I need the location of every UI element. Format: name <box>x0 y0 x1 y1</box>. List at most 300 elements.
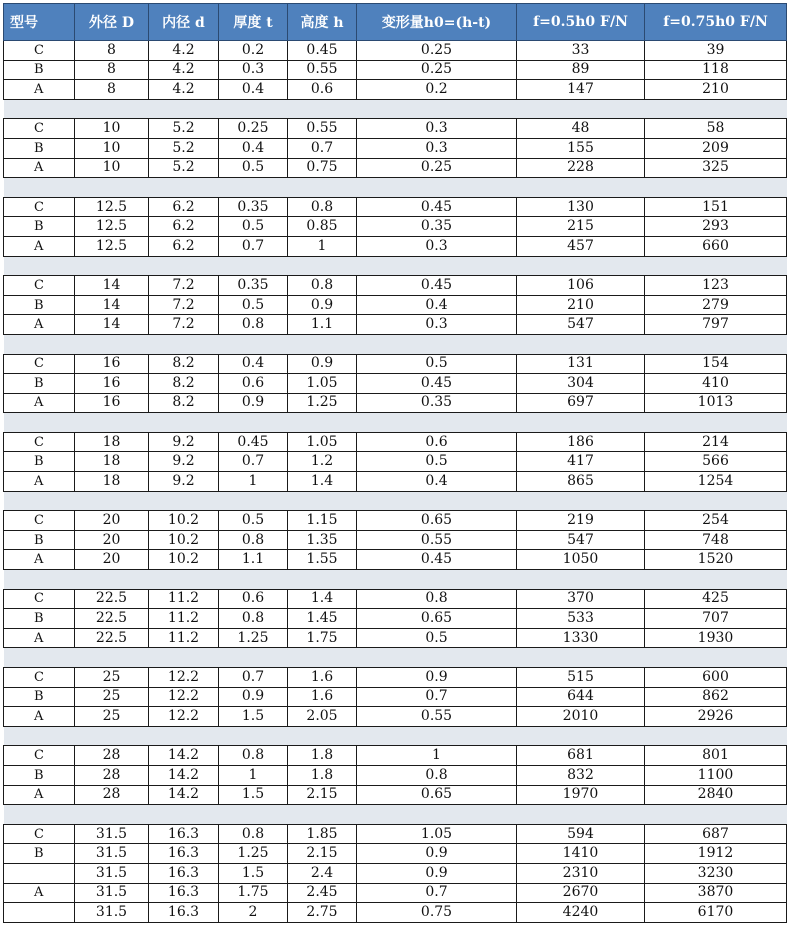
cell-thickness: 1.1 <box>219 550 288 570</box>
cell-deformation: 0.9 <box>357 668 517 688</box>
cell-thickness: 0.5 <box>219 511 288 531</box>
cell-outer-diameter: 25 <box>75 687 149 707</box>
cell-height: 0.55 <box>288 60 357 80</box>
table-row <box>4 863 787 883</box>
cell-outer-diameter: 28 <box>75 746 149 766</box>
cell-force-three-quarter: 154 <box>645 354 787 374</box>
table-row <box>4 217 787 237</box>
cell-outer-diameter: 25 <box>75 707 149 727</box>
cell-deformation: 0.3 <box>357 119 517 139</box>
table-row <box>4 374 787 394</box>
cell-height: 2.15 <box>288 844 357 864</box>
cell-force-half: 33 <box>517 41 645 61</box>
cell-force-three-quarter: 566 <box>645 452 787 472</box>
cell-outer-diameter: 20 <box>75 511 149 531</box>
cell-inner-diameter: 9.2 <box>149 432 219 452</box>
cell-force-three-quarter: 3230 <box>645 863 787 883</box>
cell-outer-diameter: 12.5 <box>75 236 149 256</box>
cell-force-three-quarter: 279 <box>645 295 787 315</box>
cell-thickness: 0.4 <box>219 80 288 100</box>
cell-model: C <box>4 119 75 139</box>
cell-height: 0.8 <box>288 197 357 217</box>
cell-thickness: 0.6 <box>219 374 288 394</box>
cell-force-three-quarter: 3870 <box>645 883 787 903</box>
cell-model: B <box>4 217 75 237</box>
cell-force-half: 865 <box>517 472 645 492</box>
cell-force-three-quarter: 797 <box>645 315 787 335</box>
cell-deformation: 0.3 <box>357 236 517 256</box>
cell-force-half: 547 <box>517 530 645 550</box>
col-header-deformation: 变形量h0=(h-t) <box>357 4 517 41</box>
cell-thickness: 0.8 <box>219 746 288 766</box>
table-row <box>4 589 787 609</box>
cell-model: B <box>4 844 75 864</box>
cell-model: C <box>4 824 75 844</box>
table-row <box>4 530 787 550</box>
cell-force-half: 228 <box>517 158 645 178</box>
cell-model: C <box>4 511 75 531</box>
cell-force-three-quarter: 123 <box>645 276 787 296</box>
cell-thickness: 1.5 <box>219 785 288 805</box>
cell-outer-diameter: 31.5 <box>75 883 149 903</box>
table-row <box>4 511 787 531</box>
cell-inner-diameter: 11.2 <box>149 609 219 629</box>
cell-outer-diameter: 10 <box>75 119 149 139</box>
cell-height: 1.15 <box>288 511 357 531</box>
cell-model: B <box>4 60 75 80</box>
table-row <box>4 197 787 217</box>
cell-thickness: 0.7 <box>219 452 288 472</box>
cell-force-half: 832 <box>517 765 645 785</box>
cell-force-half: 4240 <box>517 903 645 923</box>
group-separator-row <box>4 726 787 746</box>
cell-thickness: 0.45 <box>219 432 288 452</box>
cell-inner-diameter: 5.2 <box>149 158 219 178</box>
cell-deformation: 1 <box>357 746 517 766</box>
cell-height: 1.45 <box>288 609 357 629</box>
cell-height: 0.7 <box>288 138 357 158</box>
cell-thickness: 0.6 <box>219 589 288 609</box>
table-row <box>4 707 787 727</box>
cell-outer-diameter: 8 <box>75 41 149 61</box>
cell-thickness: 1.25 <box>219 844 288 864</box>
table-row <box>4 138 787 158</box>
cell-thickness: 0.7 <box>219 236 288 256</box>
cell-thickness: 0.5 <box>219 217 288 237</box>
separator-cell <box>4 99 787 119</box>
cell-inner-diameter: 8.2 <box>149 374 219 394</box>
cell-model: C <box>4 197 75 217</box>
table-row <box>4 785 787 805</box>
cell-outer-diameter: 25 <box>75 668 149 688</box>
table-row <box>4 883 787 903</box>
cell-model: A <box>4 550 75 570</box>
cell-deformation: 0.5 <box>357 354 517 374</box>
cell-outer-diameter: 20 <box>75 530 149 550</box>
cell-force-half: 48 <box>517 119 645 139</box>
cell-height: 0.6 <box>288 80 357 100</box>
separator-cell <box>4 413 787 433</box>
cell-outer-diameter: 31.5 <box>75 903 149 923</box>
cell-force-half: 147 <box>517 80 645 100</box>
cell-thickness: 0.7 <box>219 668 288 688</box>
cell-inner-diameter: 5.2 <box>149 119 219 139</box>
cell-height: 0.55 <box>288 119 357 139</box>
cell-model: B <box>4 530 75 550</box>
cell-deformation: 0.7 <box>357 687 517 707</box>
cell-inner-diameter: 16.3 <box>149 883 219 903</box>
table-row <box>4 472 787 492</box>
cell-force-three-quarter: 862 <box>645 687 787 707</box>
cell-force-half: 697 <box>517 393 645 413</box>
table-row <box>4 41 787 61</box>
cell-force-three-quarter: 801 <box>645 746 787 766</box>
cell-model: A <box>4 236 75 256</box>
cell-deformation: 0.4 <box>357 295 517 315</box>
cell-height: 1.6 <box>288 668 357 688</box>
cell-inner-diameter: 11.2 <box>149 589 219 609</box>
cell-force-three-quarter: 325 <box>645 158 787 178</box>
cell-outer-diameter: 20 <box>75 550 149 570</box>
cell-deformation: 0.55 <box>357 707 517 727</box>
cell-height: 1.85 <box>288 824 357 844</box>
cell-inner-diameter: 16.3 <box>149 824 219 844</box>
header-row <box>4 4 787 41</box>
group-separator-row <box>4 648 787 668</box>
cell-force-three-quarter: 118 <box>645 60 787 80</box>
cell-outer-diameter: 8 <box>75 60 149 80</box>
cell-force-three-quarter: 6170 <box>645 903 787 923</box>
cell-force-three-quarter: 214 <box>645 432 787 452</box>
cell-model: A <box>4 80 75 100</box>
cell-model: B <box>4 138 75 158</box>
cell-thickness: 1 <box>219 765 288 785</box>
cell-force-three-quarter: 1013 <box>645 393 787 413</box>
cell-model: A <box>4 393 75 413</box>
cell-outer-diameter: 10 <box>75 158 149 178</box>
table-row <box>4 687 787 707</box>
cell-height: 1.8 <box>288 765 357 785</box>
cell-force-three-quarter: 293 <box>645 217 787 237</box>
cell-force-half: 681 <box>517 746 645 766</box>
cell-thickness: 0.2 <box>219 41 288 61</box>
cell-model: C <box>4 41 75 61</box>
table-row <box>4 452 787 472</box>
table-row <box>4 844 787 864</box>
separator-cell <box>4 570 787 590</box>
cell-outer-diameter: 28 <box>75 785 149 805</box>
cell-thickness: 0.25 <box>219 119 288 139</box>
cell-force-half: 2310 <box>517 863 645 883</box>
cell-inner-diameter: 7.2 <box>149 295 219 315</box>
table-row <box>4 432 787 452</box>
cell-height: 0.9 <box>288 295 357 315</box>
cell-force-half: 210 <box>517 295 645 315</box>
cell-model: C <box>4 746 75 766</box>
cell-force-three-quarter: 425 <box>645 589 787 609</box>
table-row <box>4 765 787 785</box>
cell-inner-diameter: 10.2 <box>149 550 219 570</box>
cell-thickness: 1 <box>219 472 288 492</box>
cell-outer-diameter: 18 <box>75 472 149 492</box>
table-row <box>4 60 787 80</box>
cell-thickness: 0.4 <box>219 354 288 374</box>
cell-thickness: 0.5 <box>219 295 288 315</box>
cell-height: 1.75 <box>288 628 357 648</box>
cell-inner-diameter: 6.2 <box>149 217 219 237</box>
cell-model: A <box>4 785 75 805</box>
col-header-force-three-quarter: f=0.75h0 F/N <box>645 4 787 41</box>
cell-outer-diameter: 14 <box>75 315 149 335</box>
cell-deformation: 0.8 <box>357 765 517 785</box>
cell-force-half: 89 <box>517 60 645 80</box>
cell-deformation: 0.9 <box>357 844 517 864</box>
cell-height: 2.05 <box>288 707 357 727</box>
cell-model: B <box>4 765 75 785</box>
cell-deformation: 0.25 <box>357 41 517 61</box>
cell-inner-diameter: 9.2 <box>149 472 219 492</box>
group-separator-row <box>4 570 787 590</box>
cell-model: C <box>4 589 75 609</box>
cell-deformation: 0.5 <box>357 452 517 472</box>
cell-thickness: 1.25 <box>219 628 288 648</box>
cell-model: A <box>4 883 75 903</box>
cell-model: A <box>4 472 75 492</box>
cell-inner-diameter: 14.2 <box>149 765 219 785</box>
cell-height: 0.8 <box>288 276 357 296</box>
cell-height: 1.4 <box>288 589 357 609</box>
cell-deformation: 0.2 <box>357 80 517 100</box>
cell-deformation: 0.45 <box>357 276 517 296</box>
cell-height: 2.45 <box>288 883 357 903</box>
cell-height: 1.55 <box>288 550 357 570</box>
cell-height: 1.1 <box>288 315 357 335</box>
table-row <box>4 393 787 413</box>
cell-inner-diameter: 14.2 <box>149 785 219 805</box>
cell-inner-diameter: 7.2 <box>149 315 219 335</box>
spring-spec-table <box>3 3 787 923</box>
cell-outer-diameter: 18 <box>75 432 149 452</box>
table-row <box>4 315 787 335</box>
cell-outer-diameter: 22.5 <box>75 589 149 609</box>
cell-deformation: 0.5 <box>357 628 517 648</box>
cell-thickness: 0.8 <box>219 609 288 629</box>
cell-force-half: 644 <box>517 687 645 707</box>
cell-deformation: 0.7 <box>357 883 517 903</box>
cell-deformation: 0.25 <box>357 60 517 80</box>
cell-deformation: 0.45 <box>357 197 517 217</box>
table-row <box>4 354 787 374</box>
col-header-force-half: f=0.5h0 F/N <box>517 4 645 41</box>
cell-force-half: 304 <box>517 374 645 394</box>
cell-height: 1.25 <box>288 393 357 413</box>
cell-height: 2.75 <box>288 903 357 923</box>
cell-deformation: 0.35 <box>357 393 517 413</box>
col-header-height: 高度 h <box>288 4 357 41</box>
cell-inner-diameter: 12.2 <box>149 687 219 707</box>
cell-force-half: 417 <box>517 452 645 472</box>
cell-model: A <box>4 707 75 727</box>
cell-force-half: 2010 <box>517 707 645 727</box>
cell-deformation: 0.6 <box>357 432 517 452</box>
table-header <box>4 4 787 41</box>
cell-force-three-quarter: 210 <box>645 80 787 100</box>
cell-inner-diameter: 8.2 <box>149 354 219 374</box>
separator-cell <box>4 256 787 276</box>
cell-deformation: 0.45 <box>357 374 517 394</box>
table-row <box>4 119 787 139</box>
cell-outer-diameter: 31.5 <box>75 824 149 844</box>
cell-force-half: 1970 <box>517 785 645 805</box>
cell-height: 1.8 <box>288 746 357 766</box>
cell-force-three-quarter: 2840 <box>645 785 787 805</box>
cell-inner-diameter: 11.2 <box>149 628 219 648</box>
cell-inner-diameter: 6.2 <box>149 236 219 256</box>
cell-force-three-quarter: 600 <box>645 668 787 688</box>
cell-inner-diameter: 4.2 <box>149 60 219 80</box>
cell-inner-diameter: 12.2 <box>149 668 219 688</box>
col-header-outer-diameter: 外径 D <box>75 4 149 41</box>
cell-height: 1.2 <box>288 452 357 472</box>
table-row <box>4 628 787 648</box>
cell-deformation: 0.65 <box>357 609 517 629</box>
cell-force-three-quarter: 687 <box>645 824 787 844</box>
cell-inner-diameter: 14.2 <box>149 746 219 766</box>
cell-model: A <box>4 315 75 335</box>
cell-force-three-quarter: 58 <box>645 119 787 139</box>
cell-model: A <box>4 158 75 178</box>
separator-cell <box>4 648 787 668</box>
cell-force-half: 457 <box>517 236 645 256</box>
cell-deformation: 0.35 <box>357 217 517 237</box>
group-separator-row <box>4 99 787 119</box>
cell-deformation: 0.8 <box>357 589 517 609</box>
group-separator-row <box>4 256 787 276</box>
cell-thickness: 0.35 <box>219 197 288 217</box>
col-header-thickness: 厚度 t <box>219 4 288 41</box>
cell-deformation: 1.05 <box>357 824 517 844</box>
cell-height: 2.4 <box>288 863 357 883</box>
cell-inner-diameter: 16.3 <box>149 863 219 883</box>
cell-thickness: 0.8 <box>219 824 288 844</box>
cell-outer-diameter: 22.5 <box>75 628 149 648</box>
cell-force-three-quarter: 1930 <box>645 628 787 648</box>
cell-model <box>4 863 75 883</box>
cell-deformation: 0.45 <box>357 550 517 570</box>
cell-height: 0.9 <box>288 354 357 374</box>
cell-height: 2.15 <box>288 785 357 805</box>
cell-model <box>4 903 75 923</box>
cell-height: 1.05 <box>288 374 357 394</box>
cell-deformation: 0.75 <box>357 903 517 923</box>
cell-force-half: 155 <box>517 138 645 158</box>
separator-cell <box>4 491 787 511</box>
cell-force-half: 106 <box>517 276 645 296</box>
cell-inner-diameter: 10.2 <box>149 511 219 531</box>
table-row <box>4 903 787 923</box>
cell-inner-diameter: 8.2 <box>149 393 219 413</box>
cell-outer-diameter: 8 <box>75 80 149 100</box>
cell-deformation: 0.3 <box>357 315 517 335</box>
cell-model: C <box>4 354 75 374</box>
cell-force-three-quarter: 1912 <box>645 844 787 864</box>
cell-force-half: 215 <box>517 217 645 237</box>
cell-deformation: 0.25 <box>357 158 517 178</box>
table-row <box>4 80 787 100</box>
cell-model: C <box>4 276 75 296</box>
separator-cell <box>4 805 787 825</box>
cell-force-half: 547 <box>517 315 645 335</box>
cell-model: C <box>4 432 75 452</box>
cell-force-three-quarter: 410 <box>645 374 787 394</box>
cell-force-half: 219 <box>517 511 645 531</box>
cell-force-three-quarter: 707 <box>645 609 787 629</box>
cell-height: 1.05 <box>288 432 357 452</box>
cell-force-half: 2670 <box>517 883 645 903</box>
cell-outer-diameter: 16 <box>75 374 149 394</box>
cell-model: B <box>4 295 75 315</box>
cell-force-half: 1330 <box>517 628 645 648</box>
separator-cell <box>4 726 787 746</box>
cell-model: B <box>4 609 75 629</box>
cell-force-three-quarter: 39 <box>645 41 787 61</box>
cell-outer-diameter: 16 <box>75 354 149 374</box>
group-separator-row <box>4 413 787 433</box>
group-separator-row <box>4 491 787 511</box>
separator-cell <box>4 334 787 354</box>
cell-outer-diameter: 28 <box>75 765 149 785</box>
table-row <box>4 609 787 629</box>
cell-height: 1.4 <box>288 472 357 492</box>
cell-thickness: 1.75 <box>219 883 288 903</box>
cell-model: B <box>4 374 75 394</box>
cell-height: 0.85 <box>288 217 357 237</box>
cell-force-three-quarter: 151 <box>645 197 787 217</box>
separator-cell <box>4 178 787 198</box>
cell-thickness: 1.5 <box>219 863 288 883</box>
table-row <box>4 158 787 178</box>
cell-inner-diameter: 16.3 <box>149 844 219 864</box>
cell-deformation: 0.65 <box>357 511 517 531</box>
cell-force-three-quarter: 1520 <box>645 550 787 570</box>
cell-inner-diameter: 9.2 <box>149 452 219 472</box>
group-separator-row <box>4 805 787 825</box>
table-row <box>4 746 787 766</box>
cell-force-half: 515 <box>517 668 645 688</box>
cell-thickness: 0.8 <box>219 530 288 550</box>
cell-inner-diameter: 6.2 <box>149 197 219 217</box>
cell-thickness: 0.8 <box>219 315 288 335</box>
cell-model: A <box>4 628 75 648</box>
cell-thickness: 2 <box>219 903 288 923</box>
cell-height: 1 <box>288 236 357 256</box>
cell-outer-diameter: 14 <box>75 276 149 296</box>
cell-force-three-quarter: 254 <box>645 511 787 531</box>
cell-height: 1.35 <box>288 530 357 550</box>
cell-inner-diameter: 4.2 <box>149 80 219 100</box>
cell-force-three-quarter: 660 <box>645 236 787 256</box>
cell-outer-diameter: 10 <box>75 138 149 158</box>
cell-force-half: 533 <box>517 609 645 629</box>
table-row <box>4 276 787 296</box>
cell-height: 0.45 <box>288 41 357 61</box>
cell-inner-diameter: 7.2 <box>149 276 219 296</box>
cell-force-half: 594 <box>517 824 645 844</box>
col-header-inner-diameter: 内径 d <box>149 4 219 41</box>
cell-height: 1.6 <box>288 687 357 707</box>
table-row <box>4 824 787 844</box>
cell-force-half: 130 <box>517 197 645 217</box>
